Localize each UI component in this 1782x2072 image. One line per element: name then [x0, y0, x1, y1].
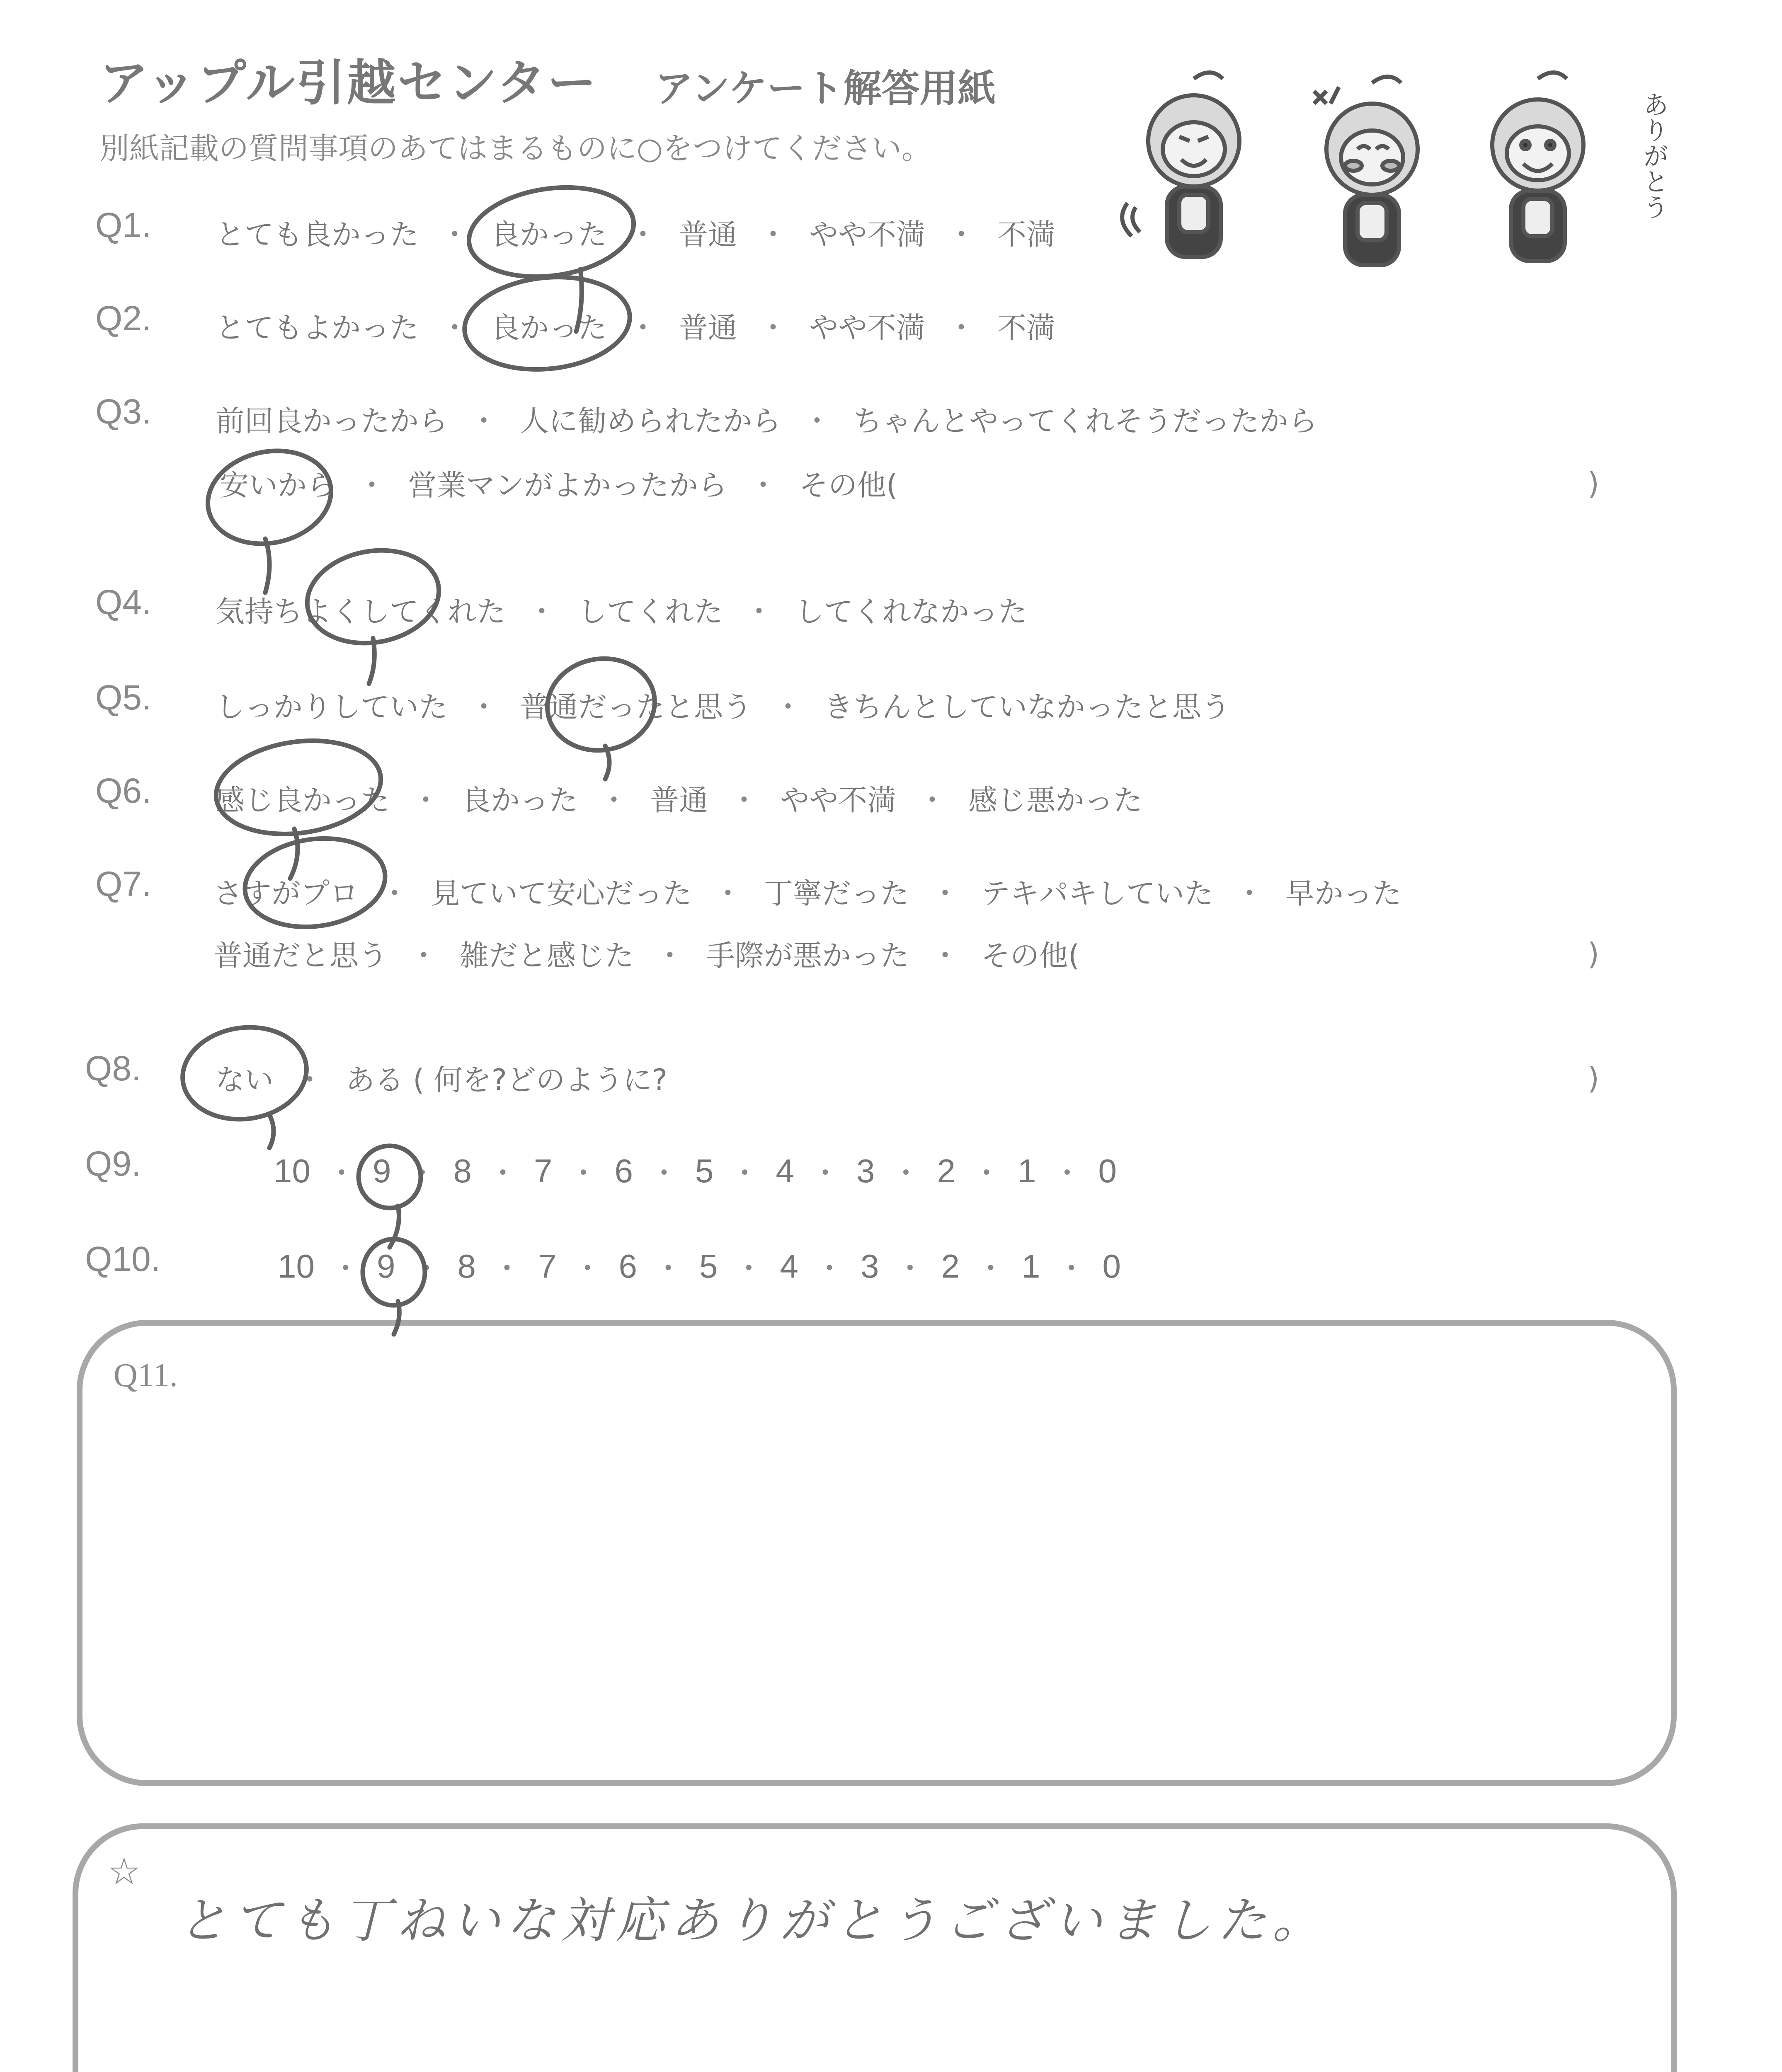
- q7-option-9[interactable]: その他(: [981, 939, 1080, 973]
- q10-score-1[interactable]: 1: [1021, 1247, 1040, 1285]
- q6-options: 感じ良かった ・ 良かった ・ 普通 ・ やや不満 ・ 感じ悪かった: [216, 777, 1142, 819]
- q3-option-1[interactable]: 前回良かったから: [216, 404, 448, 438]
- q7-option-7[interactable]: 雑だと感じた: [460, 939, 634, 973]
- q2-option-3[interactable]: 普通: [679, 311, 737, 345]
- q11-label: Q11.: [114, 1357, 178, 1394]
- q7-option-6[interactable]: 普通だと思う: [213, 939, 388, 973]
- comment-box[interactable]: [73, 1823, 1677, 2072]
- q7-options-line2: 普通だと思う ・ 雑だと感じた ・ 手際が悪かった ・ その他(: [213, 932, 1079, 974]
- q1-option-3[interactable]: 普通: [679, 218, 737, 252]
- q7-label: Q7.: [95, 864, 152, 903]
- mascot-caption: ありがとう: [1639, 91, 1669, 220]
- q6-option-1[interactable]: 感じ良かった: [216, 783, 390, 817]
- q5-label: Q5.: [95, 678, 152, 717]
- q3-option-2[interactable]: 人に勧められたから: [520, 404, 781, 438]
- q2-option-4[interactable]: やや不満: [809, 311, 925, 345]
- instruction-text: 別紙記載の質問事項のあてはまるものに○をつけてください。: [99, 131, 931, 166]
- q3-label: Q3.: [95, 392, 152, 431]
- q5-option-1[interactable]: しっかりしていた: [216, 690, 448, 724]
- q10-score-9[interactable]: 9: [376, 1247, 395, 1285]
- q3-options-line1: 前回良かったから ・ 人に勧められたから ・ ちゃんとやってくれそうだったから: [216, 398, 1317, 440]
- q4-label: Q4.: [95, 583, 152, 622]
- q9-score-7[interactable]: 7: [533, 1152, 553, 1189]
- q3-options-line2: 安いから ・ 営業マンがよかったから ・ その他(: [220, 462, 897, 504]
- q9-score-10[interactable]: 10: [274, 1152, 310, 1189]
- q7-option-8[interactable]: 手際が悪かった: [706, 939, 909, 973]
- q9-score-5[interactable]: 5: [695, 1152, 714, 1189]
- monkey-2-icon: [1314, 77, 1418, 265]
- q9-score-2[interactable]: 2: [937, 1152, 955, 1189]
- q2-option-1[interactable]: とてもよかった: [216, 311, 419, 345]
- q4-option-3[interactable]: してくれなかった: [795, 595, 1027, 629]
- q1-options: とても良かった ・ 良かった ・ 普通 ・ やや不満 ・ 不満: [216, 211, 1055, 253]
- q7-options-line1: さすがプロ ・ 見ていて安心だった ・ 丁寧だった ・ テキパキしていた ・ 早かった: [213, 870, 1401, 912]
- q2-label: Q2.: [95, 299, 152, 338]
- q9-score-4[interactable]: 4: [776, 1152, 794, 1189]
- q8-close: ): [1588, 1061, 1600, 1096]
- q3-option-5[interactable]: 営業マンがよかったから: [408, 468, 727, 502]
- monkey-3-icon: [1492, 73, 1583, 261]
- q7-option-2[interactable]: 見ていて安心だった: [431, 876, 692, 910]
- q10-score-10[interactable]: 10: [278, 1247, 315, 1285]
- q6-option-5[interactable]: 感じ悪かった: [968, 783, 1142, 817]
- q3-option-3[interactable]: ちゃんとやってくれそうだったから: [853, 404, 1317, 438]
- q10-score-5[interactable]: 5: [699, 1247, 718, 1285]
- q7-option-5[interactable]: 早かった: [1285, 876, 1401, 910]
- q7-option-4[interactable]: テキパキしていた: [981, 876, 1213, 910]
- monkey-1-icon: [1122, 73, 1239, 257]
- q3-option-4[interactable]: 安いから: [220, 468, 336, 502]
- q10-score-7[interactable]: 7: [538, 1247, 557, 1285]
- q9-score-0[interactable]: 0: [1098, 1152, 1117, 1189]
- q3-option-6[interactable]: その他(: [799, 468, 898, 502]
- q9-score-3[interactable]: 3: [856, 1152, 875, 1189]
- q8-option-2[interactable]: ある ( 何を?どのように?: [346, 1063, 668, 1097]
- star-icon: ☆: [107, 1850, 141, 1893]
- q1-option-1[interactable]: とても良かった: [216, 218, 419, 252]
- q11-answer-box[interactable]: [77, 1320, 1677, 1786]
- q10-score-0[interactable]: 0: [1102, 1247, 1121, 1285]
- q2-option-2[interactable]: 良かった: [491, 311, 607, 345]
- q6-option-2[interactable]: 良かった: [462, 783, 578, 817]
- q8-options: ない ・ ある ( 何を?どのように?: [216, 1057, 667, 1099]
- q7-other-close: ): [1588, 937, 1600, 971]
- q4-option-1[interactable]: 気持ちよくしてくれた: [216, 595, 506, 629]
- q8-option-1[interactable]: ない: [216, 1063, 274, 1097]
- q9-scale: 10 ・ 9 ・ 8 ・ 7 ・ 6 ・ 5 ・ 4 ・ 3 ・ 2 ・ 1 ・ 0: [274, 1152, 1117, 1190]
- q9-score-8[interactable]: 8: [453, 1152, 472, 1189]
- q2-option-5[interactable]: 不満: [997, 311, 1055, 345]
- q3-other-close: ): [1588, 466, 1600, 501]
- q9-score-9[interactable]: 9: [372, 1152, 391, 1189]
- q10-score-2[interactable]: 2: [941, 1247, 960, 1285]
- q10-label: Q10.: [85, 1239, 161, 1278]
- q10-scale: 10 ・ 9 ・ 8 ・ 7 ・ 6 ・ 5 ・ 4 ・ 3 ・ 2 ・ 1 ・ 0: [278, 1247, 1121, 1285]
- q7-option-1[interactable]: さすがプロ: [213, 876, 359, 910]
- q5-options: しっかりしていた ・ 普通だったと思う ・ きちんとしていなかったと思う: [216, 684, 1230, 726]
- company-name: アップル引越センター: [99, 54, 598, 111]
- q10-score-6[interactable]: 6: [618, 1247, 637, 1285]
- q1-option-4[interactable]: やや不満: [809, 218, 925, 252]
- q8-label: Q8.: [85, 1049, 141, 1088]
- q10-score-4[interactable]: 4: [780, 1247, 798, 1285]
- q9-score-6[interactable]: 6: [614, 1152, 633, 1189]
- q1-option-2[interactable]: 良かった: [491, 218, 607, 252]
- q6-label: Q6.: [95, 771, 152, 810]
- q5-option-2[interactable]: 普通だったと思う: [520, 690, 752, 724]
- q4-option-2[interactable]: してくれた: [578, 595, 723, 629]
- q10-score-8[interactable]: 8: [457, 1247, 476, 1285]
- q9-label: Q9.: [85, 1144, 141, 1183]
- q1-option-5[interactable]: 不満: [997, 218, 1055, 252]
- mascot-illustration: [1119, 54, 1679, 286]
- q6-option-4[interactable]: やや不満: [780, 783, 896, 817]
- q6-option-3[interactable]: 普通: [650, 783, 708, 817]
- q7-option-3[interactable]: 丁寧だった: [764, 876, 909, 910]
- q1-label: Q1.: [95, 206, 152, 244]
- q10-score-3[interactable]: 3: [860, 1247, 879, 1285]
- q4-options: 気持ちよくしてくれた ・ してくれた ・ してくれなかった: [216, 588, 1027, 630]
- q2-options: とてもよかった ・ 良かった ・ 普通 ・ やや不満 ・ 不満: [216, 305, 1055, 346]
- q9-score-1[interactable]: 1: [1017, 1152, 1036, 1189]
- q5-option-3[interactable]: きちんとしていなかったと思う: [824, 690, 1230, 724]
- comment-text[interactable]: とても丁ねいな対応ありがとうございました。: [178, 1892, 1327, 1949]
- form-title: アンケート解答用紙: [655, 66, 996, 111]
